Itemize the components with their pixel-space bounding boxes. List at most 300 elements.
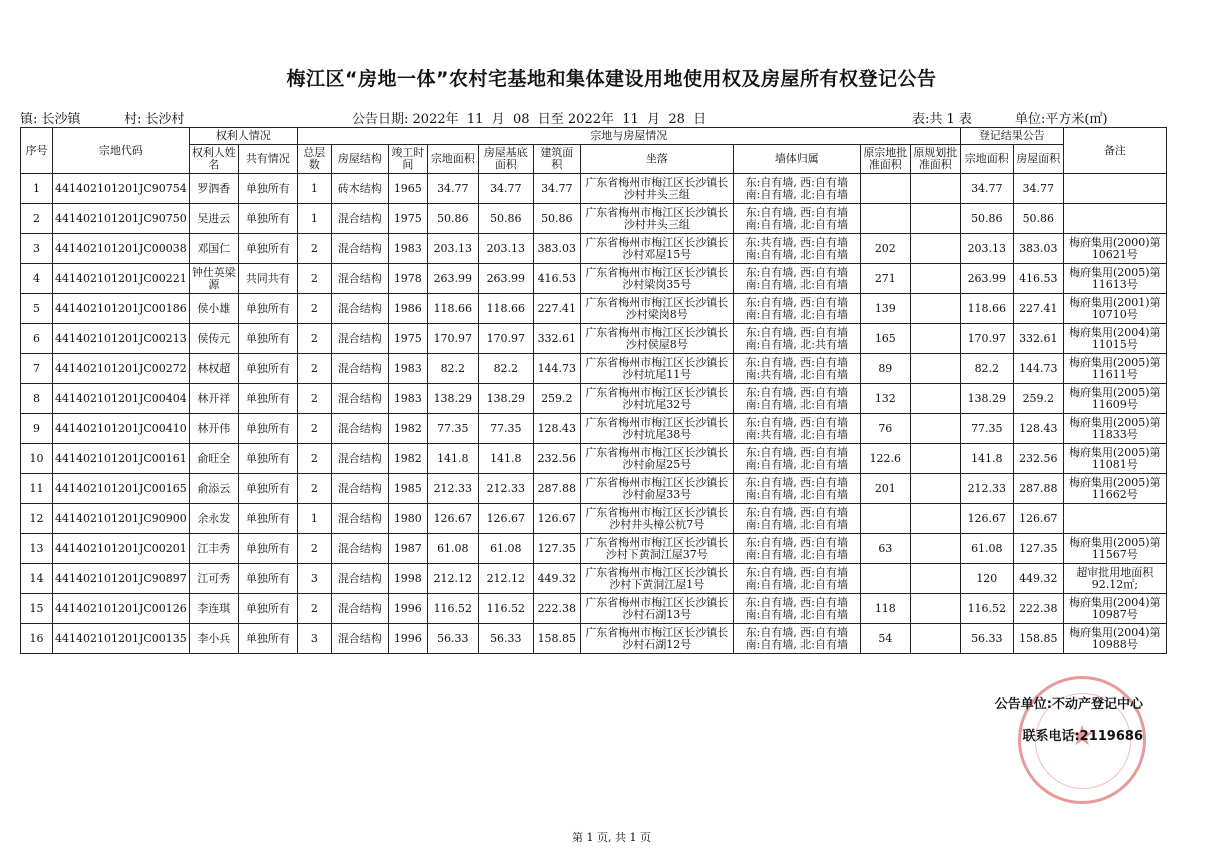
row-base-area: 263.99 — [478, 264, 533, 294]
row-location: 广东省梅州市梅江区长沙镇长沙村俞屋25号 — [580, 444, 733, 474]
row-result-house: 232.56 — [1013, 444, 1063, 474]
header-wall: 墙体归属 — [733, 145, 860, 174]
row-wall — [733, 384, 860, 414]
row-seq: 13 — [21, 534, 53, 564]
row-year: 1996 — [388, 594, 427, 624]
wall-east-west: 东:自有墙, 西:自有墙 — [745, 385, 849, 399]
row-build-area: 50.86 — [533, 204, 580, 234]
row-code: 441402101201JC00038 — [53, 234, 190, 264]
row-land-area: 61.08 — [427, 534, 478, 564]
unit-note: 单位:平方米(㎡) — [1015, 112, 1108, 127]
row-note: 超审批用地面积92.12㎡; — [1063, 564, 1166, 594]
row-orig-area: 63 — [860, 534, 910, 564]
row-floors: 3 — [297, 564, 331, 594]
row-wall — [733, 234, 860, 264]
row-result-house: 50.86 — [1013, 204, 1063, 234]
announcement-date — [352, 108, 706, 127]
table-row — [21, 504, 1167, 534]
row-result-land: 50.86 — [960, 204, 1013, 234]
row-structure: 混合结构 — [331, 384, 388, 414]
header-build-area: 建筑面积 — [533, 145, 580, 174]
row-wall — [733, 324, 860, 354]
footer-phone-value: 2119686 — [1079, 729, 1143, 744]
table-count: 表:共 1 表 — [912, 112, 972, 127]
row-result-house: 287.88 — [1013, 474, 1063, 504]
row-result-land: 56.33 — [960, 624, 1013, 654]
header-orig-plan: 原规划批准面积 — [910, 145, 960, 174]
footer-phone — [1022, 725, 1143, 744]
row-seq: 2 — [21, 204, 53, 234]
row-seq: 3 — [21, 234, 53, 264]
row-year: 1985 — [388, 474, 427, 504]
row-wall — [733, 264, 860, 294]
row-location: 广东省梅州市梅江区长沙镇长沙村梁岗35号 — [580, 264, 733, 294]
date-end: 2022年 11 月 28 日 — [567, 112, 707, 127]
row-land-area: 50.86 — [427, 204, 478, 234]
official-seal: ★ — [1018, 676, 1146, 804]
row-note: 梅府集用(2001)第10710号 — [1063, 294, 1166, 324]
row-holder-name: 俞旺全 — [189, 444, 238, 474]
row-note: 梅府集用(2004)第10988号 — [1063, 624, 1166, 654]
row-base-area: 203.13 — [478, 234, 533, 264]
row-result-land: 141.8 — [960, 444, 1013, 474]
row-location: 广东省梅州市梅江区长沙镇长沙村石湖12号 — [580, 624, 733, 654]
row-seq: 14 — [21, 564, 53, 594]
row-wall — [733, 594, 860, 624]
row-share: 单独所有 — [238, 384, 297, 414]
row-structure: 混合结构 — [331, 444, 388, 474]
row-result-land: 82.2 — [960, 354, 1013, 384]
row-note — [1063, 204, 1166, 234]
row-build-area: 449.32 — [533, 564, 580, 594]
row-base-area: 170.97 — [478, 324, 533, 354]
table-row — [21, 534, 1167, 564]
row-note: 梅府集用(2004)第11015号 — [1063, 324, 1166, 354]
row-land-area: 56.33 — [427, 624, 478, 654]
row-share: 单独所有 — [238, 474, 297, 504]
row-wall — [733, 624, 860, 654]
wall-south-north: 南:自有墙, 北:自有墙 — [745, 247, 849, 261]
wall-east-west: 东:自有墙, 西:自有墙 — [745, 355, 849, 369]
row-structure: 混合结构 — [331, 294, 388, 324]
wall-south-north: 南:自有墙, 北:共有墙 — [745, 337, 849, 351]
row-floors: 2 — [297, 444, 331, 474]
row-code: 441402101201JC00165 — [53, 474, 190, 504]
row-year: 1982 — [388, 444, 427, 474]
row-seq: 9 — [21, 414, 53, 444]
wall-south-north: 南:自有墙, 北:自有墙 — [745, 307, 849, 321]
row-holder-name: 吴进云 — [189, 204, 238, 234]
row-base-area: 116.52 — [478, 594, 533, 624]
row-structure: 混合结构 — [331, 324, 388, 354]
row-floors: 2 — [297, 294, 331, 324]
wall-south-north: 南:自有墙, 北:自有墙 — [745, 217, 849, 231]
row-base-area: 61.08 — [478, 534, 533, 564]
row-note: 梅府集用(2005)第11611号 — [1063, 354, 1166, 384]
row-result-house: 227.41 — [1013, 294, 1063, 324]
row-orig-area: 118 — [860, 594, 910, 624]
row-orig-plan — [910, 354, 960, 384]
header-year: 竣工时间 — [388, 145, 427, 174]
wall-east-west: 东:自有墙, 西:自有墙 — [745, 175, 849, 189]
row-year: 1996 — [388, 624, 427, 654]
row-build-area: 222.38 — [533, 594, 580, 624]
row-land-area: 138.29 — [427, 384, 478, 414]
row-base-area: 118.66 — [478, 294, 533, 324]
document-title: 梅江区“房地一体”农村宅基地和集体建设用地使用权及房屋所有权登记公告 — [286, 68, 937, 90]
row-floors: 1 — [297, 204, 331, 234]
row-wall — [733, 414, 860, 444]
row-build-area: 158.85 — [533, 624, 580, 654]
row-share: 单独所有 — [238, 534, 297, 564]
row-result-land: 126.67 — [960, 504, 1013, 534]
row-code: 441402101201JC00221 — [53, 264, 190, 294]
row-share: 单独所有 — [238, 564, 297, 594]
table-row — [21, 174, 1167, 204]
row-holder-name: 林开伟 — [189, 414, 238, 444]
row-orig-plan — [910, 564, 960, 594]
row-result-house: 127.35 — [1013, 534, 1063, 564]
footer-unit — [995, 693, 1143, 712]
row-seq: 16 — [21, 624, 53, 654]
row-build-area: 332.61 — [533, 324, 580, 354]
row-floors: 2 — [297, 234, 331, 264]
row-year: 1983 — [388, 384, 427, 414]
row-year: 1975 — [388, 204, 427, 234]
row-base-area: 50.86 — [478, 204, 533, 234]
table-row — [21, 384, 1167, 414]
row-orig-plan — [910, 534, 960, 564]
row-holder-name: 江丰秀 — [189, 534, 238, 564]
header-seq: 序号 — [21, 128, 53, 174]
header-land-group: 宗地与房屋情况 — [297, 128, 960, 145]
row-seq: 12 — [21, 504, 53, 534]
row-wall — [733, 564, 860, 594]
row-result-land: 120 — [960, 564, 1013, 594]
row-share: 单独所有 — [238, 624, 297, 654]
row-build-area: 287.88 — [533, 474, 580, 504]
row-base-area: 34.77 — [478, 174, 533, 204]
row-orig-plan — [910, 234, 960, 264]
row-orig-plan — [910, 324, 960, 354]
row-structure: 混合结构 — [331, 624, 388, 654]
row-orig-area: 271 — [860, 264, 910, 294]
row-code: 441402101201JC00186 — [53, 294, 190, 324]
town-label: 镇: — [20, 112, 38, 127]
row-result-land: 61.08 — [960, 534, 1013, 564]
row-build-area: 127.35 — [533, 534, 580, 564]
row-result-house: 222.38 — [1013, 594, 1063, 624]
row-note: 梅府集用(2005)第11081号 — [1063, 444, 1166, 474]
row-share: 单独所有 — [238, 414, 297, 444]
row-result-house: 383.03 — [1013, 234, 1063, 264]
row-result-land: 212.33 — [960, 474, 1013, 504]
row-seq: 5 — [21, 294, 53, 324]
row-land-area: 82.2 — [427, 354, 478, 384]
row-location: 广东省梅州市梅江区长沙镇长沙村石湖13号 — [580, 594, 733, 624]
row-base-area: 82.2 — [478, 354, 533, 384]
row-land-area: 118.66 — [427, 294, 478, 324]
row-build-area: 128.43 — [533, 414, 580, 444]
table-row — [21, 594, 1167, 624]
wall-east-west: 东:自有墙, 西:自有墙 — [745, 415, 849, 429]
row-location: 广东省梅州市梅江区长沙镇长沙村下黄洞江屋1号 — [580, 564, 733, 594]
row-floors: 2 — [297, 384, 331, 414]
row-wall — [733, 354, 860, 384]
row-holder-name: 钟仕英梁源 — [189, 264, 238, 294]
village-label: 村: — [124, 112, 142, 127]
row-share: 单独所有 — [238, 444, 297, 474]
table-row — [21, 444, 1167, 474]
row-result-land: 77.35 — [960, 414, 1013, 444]
row-floors: 2 — [297, 414, 331, 444]
row-holder-name: 邓国仁 — [189, 234, 238, 264]
header-note: 备注 — [1063, 128, 1166, 174]
row-orig-area — [860, 504, 910, 534]
row-wall — [733, 504, 860, 534]
page-number: 第 1 页, 共 1 页 — [572, 831, 651, 844]
row-land-area: 203.13 — [427, 234, 478, 264]
row-land-area: 34.77 — [427, 174, 478, 204]
row-structure: 混合结构 — [331, 564, 388, 594]
row-base-area: 212.33 — [478, 474, 533, 504]
row-land-area: 263.99 — [427, 264, 478, 294]
row-result-land: 34.77 — [960, 174, 1013, 204]
wall-south-north: 南:共有墙, 北:自有墙 — [745, 427, 849, 441]
wall-south-north: 南:自有墙, 北:自有墙 — [745, 577, 849, 591]
row-code: 441402101201JC00410 — [53, 414, 190, 444]
row-seq: 8 — [21, 384, 53, 414]
row-orig-area: 201 — [860, 474, 910, 504]
wall-east-west: 东:自有墙, 西:自有墙 — [745, 535, 849, 549]
row-wall — [733, 534, 860, 564]
row-orig-plan — [910, 174, 960, 204]
row-location: 广东省梅州市梅江区长沙镇长沙村坑尾38号 — [580, 414, 733, 444]
village-field — [124, 108, 185, 127]
row-orig-plan — [910, 204, 960, 234]
row-holder-name: 江可秀 — [189, 564, 238, 594]
row-result-house: 449.32 — [1013, 564, 1063, 594]
row-orig-plan — [910, 594, 960, 624]
header-code: 宗地代码 — [53, 128, 190, 174]
table-row — [21, 354, 1167, 384]
wall-east-west: 东:自有墙, 西:自有墙 — [745, 475, 849, 489]
header-result-land: 宗地面积 — [960, 145, 1013, 174]
table-row — [21, 564, 1167, 594]
row-result-land: 138.29 — [960, 384, 1013, 414]
row-wall — [733, 294, 860, 324]
row-orig-area — [860, 564, 910, 594]
row-code: 441402101201JC00161 — [53, 444, 190, 474]
row-structure: 混合结构 — [331, 354, 388, 384]
header-location: 坐落 — [580, 145, 733, 174]
wall-south-north: 南:共有墙, 北:自有墙 — [745, 367, 849, 381]
row-note: 梅府集用(2005)第11833号 — [1063, 414, 1166, 444]
row-code: 441402101201JC90750 — [53, 204, 190, 234]
wall-south-north: 南:自有墙, 北:自有墙 — [745, 487, 849, 501]
row-result-house: 144.73 — [1013, 354, 1063, 384]
row-floors: 2 — [297, 474, 331, 504]
row-location: 广东省梅州市梅江区长沙镇长沙村井头三组 — [580, 204, 733, 234]
row-holder-name: 李小兵 — [189, 624, 238, 654]
row-year: 1998 — [388, 564, 427, 594]
row-share: 单独所有 — [238, 354, 297, 384]
wall-east-west: 东:自有墙, 西:自有墙 — [745, 565, 849, 579]
row-floors: 2 — [297, 324, 331, 354]
wall-east-west: 东:自有墙, 西:自有墙 — [745, 265, 849, 279]
row-wall — [733, 174, 860, 204]
row-structure: 混合结构 — [331, 414, 388, 444]
row-code: 441402101201JC00404 — [53, 384, 190, 414]
row-base-area: 141.8 — [478, 444, 533, 474]
footer-unit-value: 不动产登记中心 — [1051, 697, 1143, 712]
row-orig-plan — [910, 384, 960, 414]
row-holder-name: 余永发 — [189, 504, 238, 534]
row-seq: 7 — [21, 354, 53, 384]
row-floors: 2 — [297, 534, 331, 564]
row-location: 广东省梅州市梅江区长沙镇长沙村坑尾11号 — [580, 354, 733, 384]
header-result-group: 登记结果公告 — [960, 128, 1063, 145]
row-note — [1063, 504, 1166, 534]
row-note — [1063, 174, 1166, 204]
row-year: 1975 — [388, 324, 427, 354]
row-share: 单独所有 — [238, 324, 297, 354]
row-holder-name: 侯传元 — [189, 324, 238, 354]
row-holder-name: 俞添云 — [189, 474, 238, 504]
header-holder-group: 权利人情况 — [189, 128, 297, 145]
row-structure: 混合结构 — [331, 234, 388, 264]
row-location: 广东省梅州市梅江区长沙镇长沙村邓屋15号 — [580, 234, 733, 264]
wall-east-west: 东:自有墙, 西:自有墙 — [745, 595, 849, 609]
row-note: 梅府集用(2000)第10621号 — [1063, 234, 1166, 264]
row-structure: 混合结构 — [331, 474, 388, 504]
wall-east-west: 东:共有墙, 西:自有墙 — [745, 235, 849, 249]
row-location: 广东省梅州市梅江区长沙镇长沙村井头三组 — [580, 174, 733, 204]
wall-south-north: 南:自有墙, 北:自有墙 — [745, 637, 849, 651]
row-year: 1987 — [388, 534, 427, 564]
row-structure: 混合结构 — [331, 504, 388, 534]
row-note: 梅府集用(2004)第10987号 — [1063, 594, 1166, 624]
row-share: 单独所有 — [238, 234, 297, 264]
row-code: 441402101201JC00126 — [53, 594, 190, 624]
header-share: 共有情况 — [238, 145, 297, 174]
row-orig-area: 165 — [860, 324, 910, 354]
row-code: 441402101201JC00213 — [53, 324, 190, 354]
row-seq: 6 — [21, 324, 53, 354]
row-result-house: 158.85 — [1013, 624, 1063, 654]
wall-east-west: 东:自有墙, 西:自有墙 — [745, 505, 849, 519]
row-build-area: 144.73 — [533, 354, 580, 384]
village-value: 长沙村 — [145, 112, 185, 127]
row-land-area: 141.8 — [427, 444, 478, 474]
row-seq: 11 — [21, 474, 53, 504]
row-result-house: 332.61 — [1013, 324, 1063, 354]
row-base-area: 212.12 — [478, 564, 533, 594]
row-result-house: 34.77 — [1013, 174, 1063, 204]
row-share: 单独所有 — [238, 594, 297, 624]
row-base-area: 56.33 — [478, 624, 533, 654]
row-seq: 1 — [21, 174, 53, 204]
table-row — [21, 204, 1167, 234]
row-code: 441402101201JC00201 — [53, 534, 190, 564]
row-year: 1983 — [388, 354, 427, 384]
row-land-area: 212.12 — [427, 564, 478, 594]
row-build-area: 383.03 — [533, 234, 580, 264]
row-holder-name: 侯小雄 — [189, 294, 238, 324]
wall-south-north: 南:自有墙, 北:自有墙 — [745, 607, 849, 621]
row-land-area: 212.33 — [427, 474, 478, 504]
row-build-area: 227.41 — [533, 294, 580, 324]
row-build-area: 259.2 — [533, 384, 580, 414]
wall-south-north: 南:自有墙, 北:自有墙 — [745, 187, 849, 201]
header-result-house: 房屋面积 — [1013, 145, 1063, 174]
row-result-land: 170.97 — [960, 324, 1013, 354]
row-location: 广东省梅州市梅江区长沙镇长沙村井头樟公杭7号 — [580, 504, 733, 534]
row-year: 1965 — [388, 174, 427, 204]
row-result-land: 116.52 — [960, 594, 1013, 624]
row-code: 441402101201JC90897 — [53, 564, 190, 594]
row-floors: 1 — [297, 174, 331, 204]
row-location: 广东省梅州市梅江区长沙镇长沙村坑尾32号 — [580, 384, 733, 414]
row-share: 单独所有 — [238, 204, 297, 234]
row-location: 广东省梅州市梅江区长沙镇长沙村俞屋33号 — [580, 474, 733, 504]
table-row — [21, 324, 1167, 354]
row-orig-area: 76 — [860, 414, 910, 444]
footer-phone-label: 联系电话: — [1022, 729, 1080, 744]
row-base-area: 126.67 — [478, 504, 533, 534]
row-floors: 2 — [297, 264, 331, 294]
row-orig-area: 54 — [860, 624, 910, 654]
row-seq: 10 — [21, 444, 53, 474]
row-share: 单独所有 — [238, 504, 297, 534]
row-orig-plan — [910, 414, 960, 444]
row-orig-plan — [910, 504, 960, 534]
row-orig-area: 202 — [860, 234, 910, 264]
row-land-area: 116.52 — [427, 594, 478, 624]
row-holder-name: 李连琪 — [189, 594, 238, 624]
row-result-house: 259.2 — [1013, 384, 1063, 414]
row-code: 441402101201JC00135 — [53, 624, 190, 654]
row-orig-area: 89 — [860, 354, 910, 384]
row-year: 1980 — [388, 504, 427, 534]
registration-table — [20, 127, 1167, 654]
header-land-area: 宗地面积 — [427, 145, 478, 174]
row-location: 广东省梅州市梅江区长沙镇长沙村侯屋8号 — [580, 324, 733, 354]
row-wall — [733, 204, 860, 234]
wall-south-north: 南:自有墙, 北:自有墙 — [745, 547, 849, 561]
row-location: 广东省梅州市梅江区长沙镇长沙村梁岗8号 — [580, 294, 733, 324]
row-location: 广东省梅州市梅江区长沙镇长沙村下黄洞江屋37号 — [580, 534, 733, 564]
row-result-house: 126.67 — [1013, 504, 1063, 534]
row-share: 单独所有 — [238, 294, 297, 324]
row-base-area: 138.29 — [478, 384, 533, 414]
row-year: 1978 — [388, 264, 427, 294]
header-structure: 房屋结构 — [331, 145, 388, 174]
row-build-area: 232.56 — [533, 444, 580, 474]
row-floors: 1 — [297, 504, 331, 534]
row-note: 梅府集用(2005)第11613号 — [1063, 264, 1166, 294]
row-note: 梅府集用(2005)第11662号 — [1063, 474, 1166, 504]
row-land-area: 170.97 — [427, 324, 478, 354]
row-base-area: 77.35 — [478, 414, 533, 444]
row-orig-plan — [910, 264, 960, 294]
row-year: 1983 — [388, 234, 427, 264]
row-land-area: 77.35 — [427, 414, 478, 444]
wall-east-west: 东:自有墙, 西:自有墙 — [745, 295, 849, 309]
row-seq: 4 — [21, 264, 53, 294]
row-orig-plan — [910, 444, 960, 474]
table-row — [21, 624, 1167, 654]
